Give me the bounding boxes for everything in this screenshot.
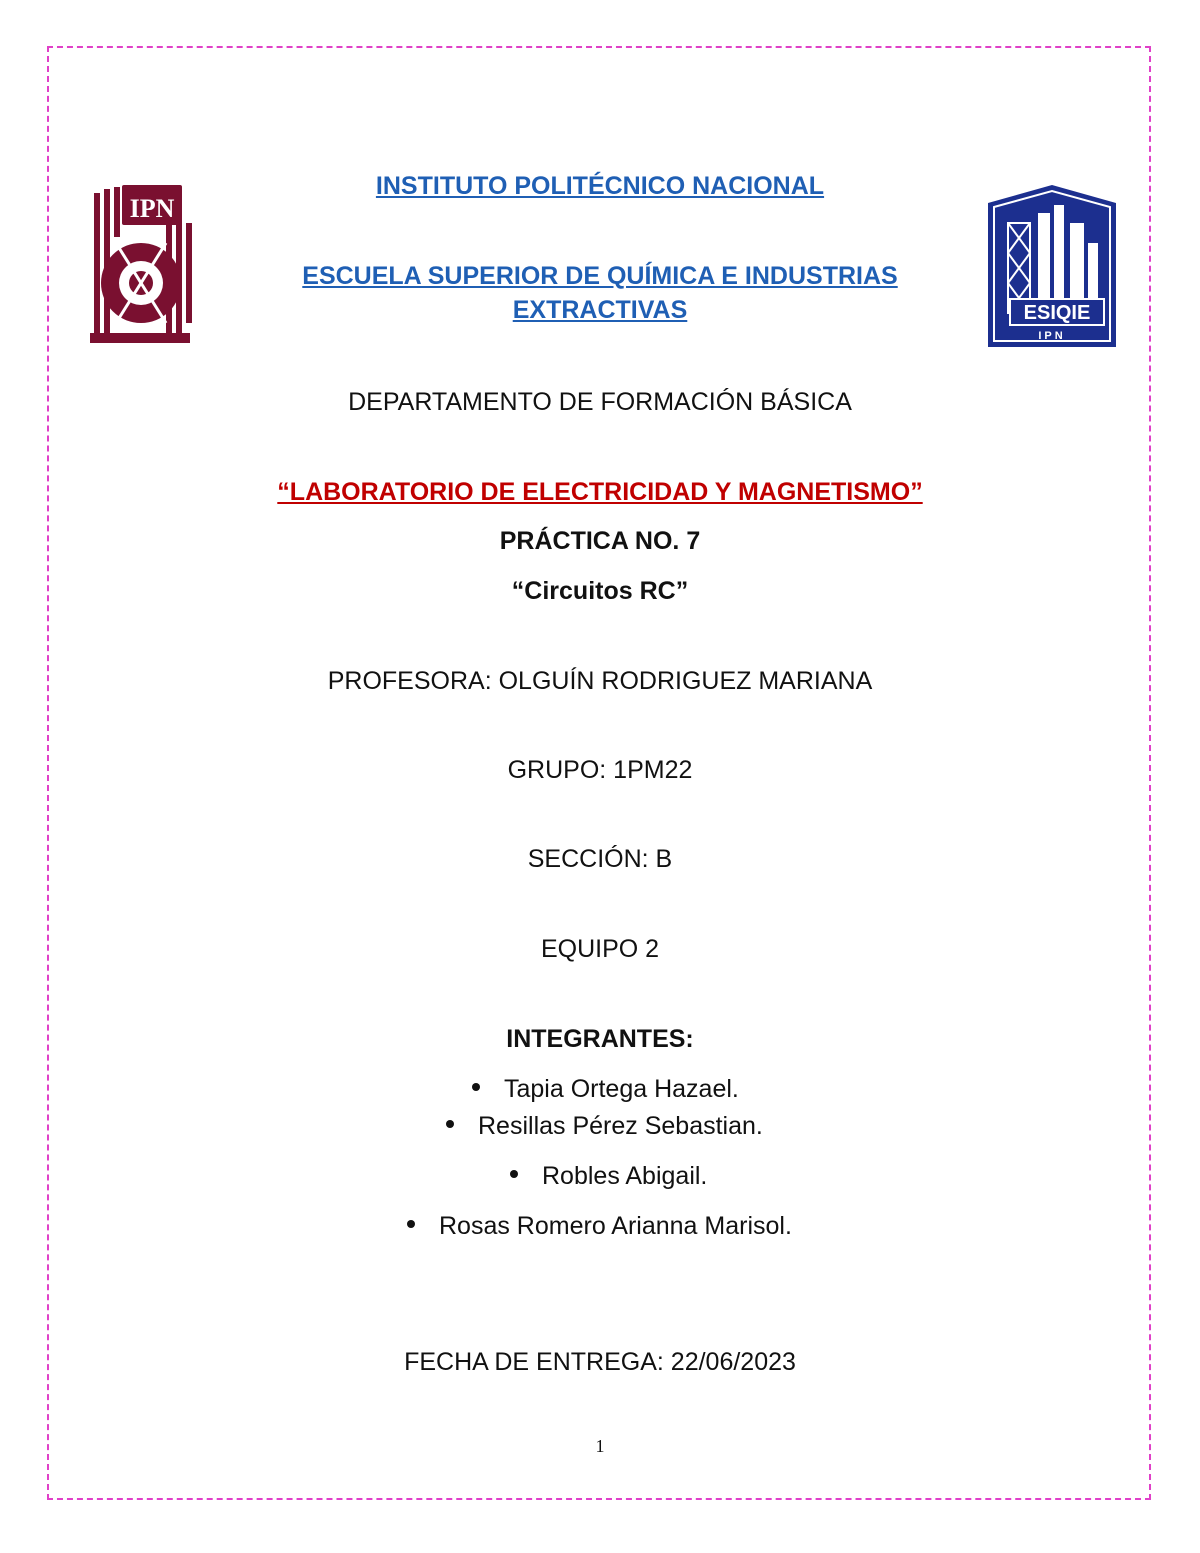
professor: PROFESORA: OLGUÍN RODRIGUEZ MARIANA — [327, 667, 873, 695]
department-title: DEPARTAMENTO DE FORMACIÓN BÁSICA — [348, 388, 852, 416]
school-title-line1: ESCUELA SUPERIOR DE QUÍMICA E INDUSTRIAS — [302, 262, 898, 290]
team: EQUIPO 2 — [540, 935, 660, 963]
section: SECCIÓN: B — [527, 845, 673, 873]
practice-title: “Circuitos RC” — [511, 577, 689, 605]
bullet-icon — [472, 1083, 480, 1091]
bullet-icon — [407, 1220, 415, 1228]
svg-text:ESIQIE: ESIQIE — [1023, 302, 1091, 324]
list-item: Tapia Ortega Hazael. — [472, 1075, 739, 1104]
list-item: Rosas Romero Arianna Marisol. — [407, 1212, 792, 1241]
list-item: Resillas Pérez Sebastian. — [446, 1112, 763, 1141]
bullet-icon — [510, 1170, 518, 1178]
page-number: 1 — [595, 1436, 605, 1456]
practice-number: PRÁCTICA NO. 7 — [499, 527, 701, 555]
school-title-line2: EXTRACTIVAS — [512, 296, 688, 324]
list-item: Robles Abigail. — [510, 1162, 707, 1191]
svg-text:IPN: IPN — [1038, 330, 1066, 342]
delivery-date: FECHA DE ENTREGA: 22/06/2023 — [404, 1348, 796, 1376]
svg-text:IPN: IPN — [129, 194, 175, 223]
lab-title: “LABORATORIO DE ELECTRICIDAD Y MAGNETISMO” — [277, 478, 923, 506]
group: GRUPO: 1PM22 — [507, 756, 693, 784]
institute-title: INSTITUTO POLITÉCNICO NACIONAL — [375, 172, 825, 200]
members-heading: INTEGRANTES: — [506, 1025, 694, 1053]
bullet-icon — [446, 1120, 454, 1128]
